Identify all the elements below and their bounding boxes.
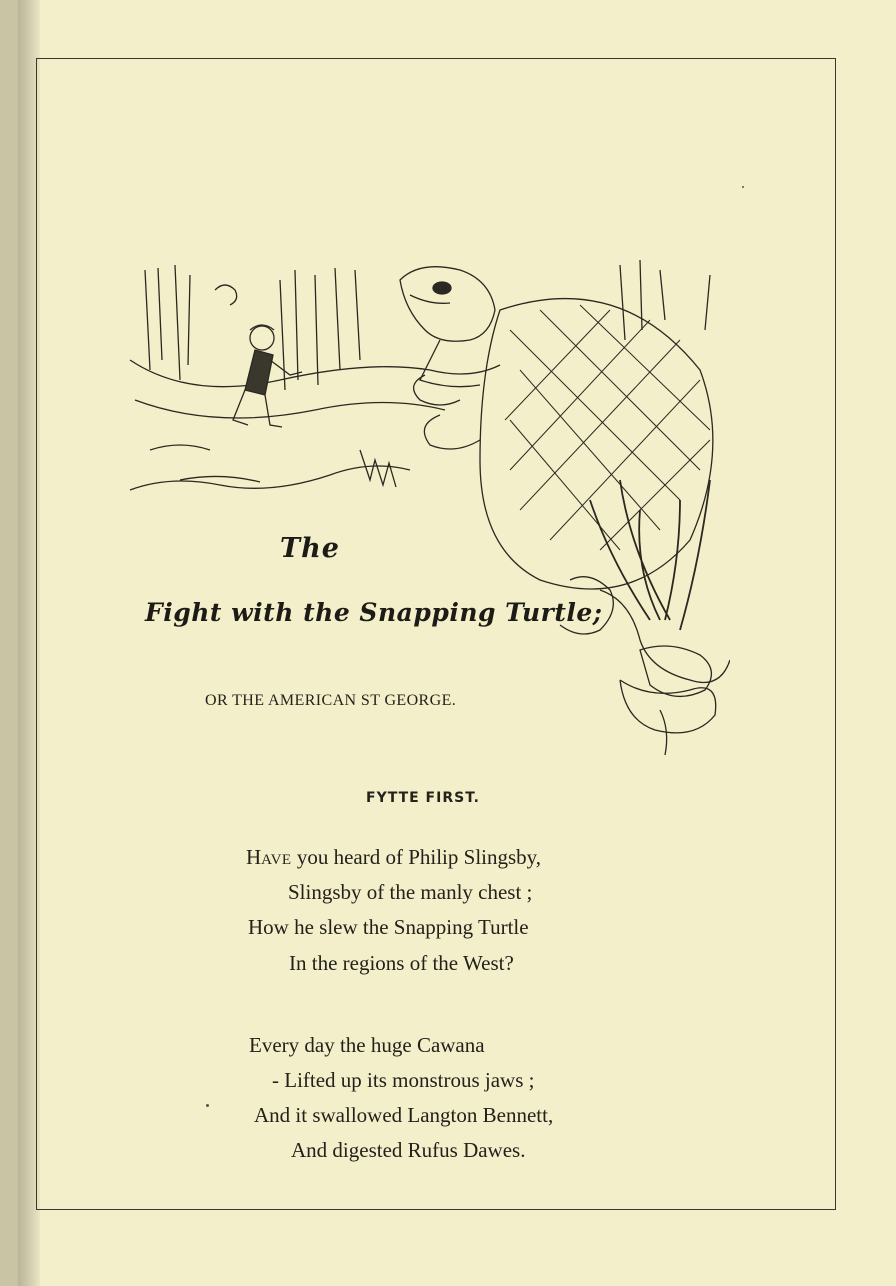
line-text: you heard of Philip Slingsby, <box>291 845 542 869</box>
turtle-illustration <box>120 250 730 760</box>
stanza2-line4: And digested Rufus Dawes. <box>291 1138 526 1162</box>
stanza1-line4: In the regions of the West? <box>289 951 514 975</box>
drop-cap: H <box>246 845 262 869</box>
title-the: The <box>280 533 340 564</box>
stanza1-line1 <box>246 847 541 868</box>
stanza1-line2: Slingsby of the manly chest ; <box>288 880 533 904</box>
stanza2-line2: - Lifted up its monstrous jaws ; <box>272 1068 535 1092</box>
ink-speck <box>206 1104 209 1107</box>
page-title: Fight with the Snapping Turtle; <box>145 598 603 627</box>
ink-speck <box>742 186 744 188</box>
small-caps: AVE <box>261 852 292 868</box>
stanza1-line3: How he slew the Snapping Turtle <box>248 915 529 939</box>
stanza2-line1: Every day the huge Cawana <box>249 1033 485 1057</box>
subtitle: OR THE AMERICAN ST GEORGE. <box>205 692 457 709</box>
section-heading: FYTTE FIRST. <box>366 790 480 806</box>
stanza2-line3: And it swallowed Langton Bennett, <box>254 1103 554 1127</box>
